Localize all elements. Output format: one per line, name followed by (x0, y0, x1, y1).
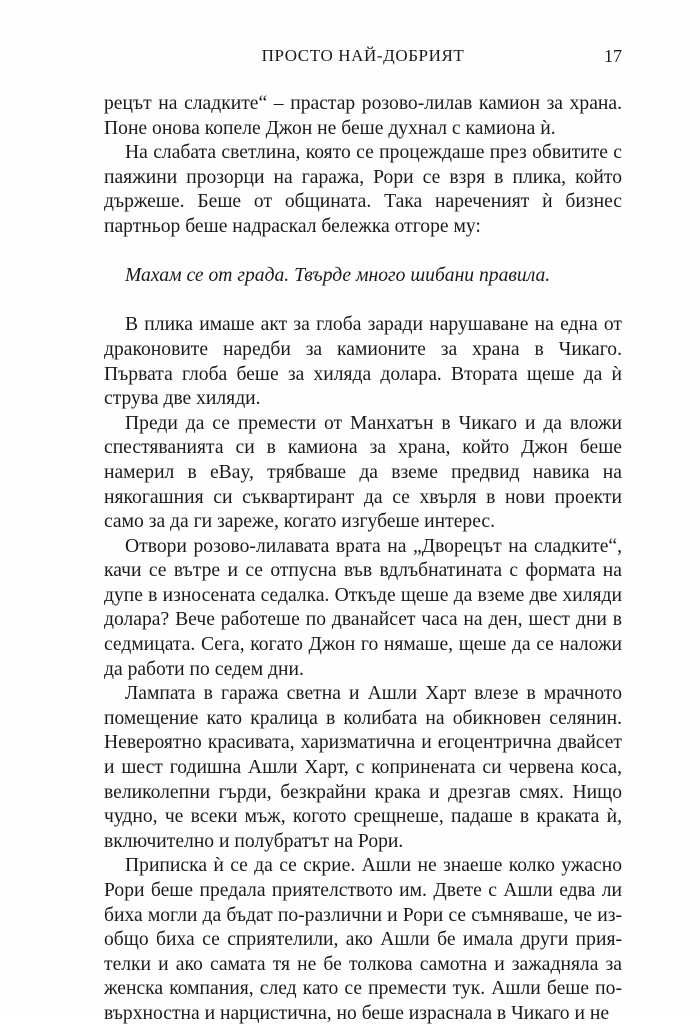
paragraph: На слабата светлина, която се процеждаше през обвитите с паяжини прозорци на гаража, Рори се взря в плика, който държеше. Беше от общината. Така нареченият ѝ бизнес партньор беше надраскал бележка отгоре му: (104, 142, 622, 237)
body-text (104, 92, 622, 1027)
paragraph: Преди да се премести от Манхатън в Чикаго и да вложи спестяванията си в камиона за храна, който Джон беше намерил в eBay, трябваше да вземе предвид навика на някогашния си съквартирант да се хвърля в нови проекти само за да ги зареже, когато изгубеше интерес. (104, 412, 622, 533)
italic-note: Махам се от града. Твърде много шибани правила. (125, 265, 551, 287)
paragraph-continuation: рецът на сладките“ – прастар розово-лилав камион за храна. Поне онова копеле Джон не беше духнал с камиона ѝ. (104, 93, 622, 139)
paragraph: В плика имаше акт за глоба заради нарушаване на една от драконовите наредби за камионите за храна в Чикаго. Първата глоба беше за хиляда долара. Втората щеше да ѝ струва две хиляди. (104, 314, 622, 410)
running-header (104, 46, 622, 70)
paragraph: Отвори розово-лилавата врата на „Дворецът на сладките“, качи се вътре и се отпусна във вдлъбнатината с формата на дупе в износената седалка. Откъде щеше да вземе две хиляди долара? Вече работеше по дванайсет часа на ден, шест дни в седмицата. Сега, когато Джон го нямаше, щеше да се наложи да работи по седем дни. (104, 535, 622, 680)
running-title: ПРОСТО НАЙ-ДОБРИЯТ (261, 46, 465, 65)
paragraph: Лампата в гаража светна и Ашли Харт влезе в мрачното помещение като кралица в колибата на обикновен селянин. Невероятно красивата, харизматична и егоцентрична двайсет и шест годишна Ашли Харт, с копринената си червена коса, великолепни гърди, безкрайни крака и дрезгав смях. Нищо чудно, че всеки мъж, когото срещнеше, падаше в краката ѝ, включително и полубратът на Рори. (104, 683, 622, 852)
page-number: 17 (604, 46, 622, 66)
paragraph: Приписка ѝ се да се скрие. Ашли не знаеше колко ужасно Рори беше предала приятелството им. Двете с Ашли едва ли биха могли да бъдат по-различни и Рори се съмняваше, че изобщо биха се сприятелили, ако Ашли бе имала други приятелки и ако самата тя не бе толкова самотна и зажадняла за женска компания, след като се премести тук. Ашли беше повърхностна и нарцистична, но беше израснала в Чикаго и не (104, 855, 622, 1024)
